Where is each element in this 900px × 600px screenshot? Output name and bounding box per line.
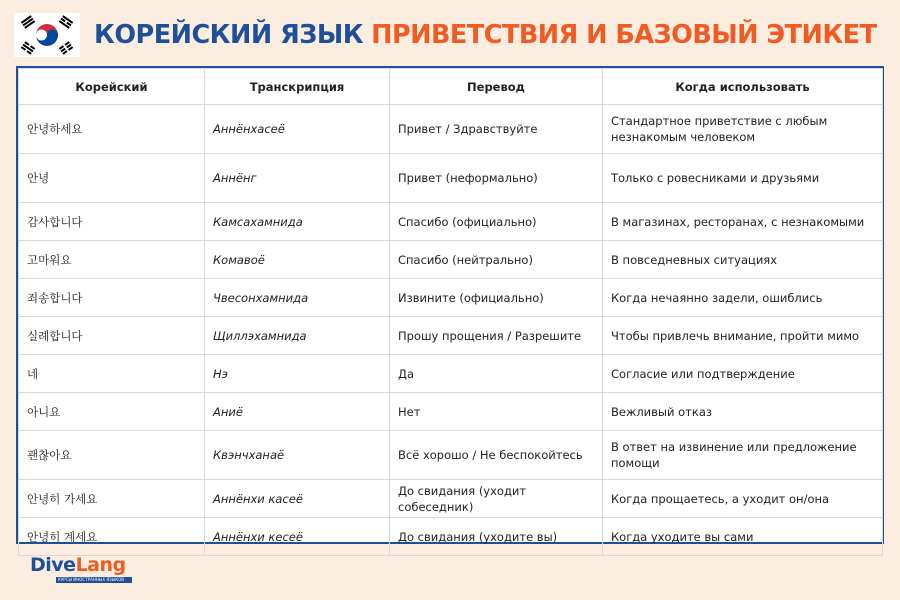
table-row — [19, 105, 883, 154]
logo-letter-d: D — [30, 554, 46, 576]
cell-translation: Извините (официально) — [390, 279, 603, 317]
cell-translation: До свидания (уходите вы) — [390, 518, 603, 556]
table-row — [19, 393, 883, 431]
table-row — [19, 431, 883, 480]
cell-transcription: Камсахамнида — [205, 203, 390, 241]
cell-translation: Спасибо (нейтрально) — [390, 241, 603, 279]
cell-korean: 안녕하세요 — [19, 105, 205, 154]
cell-korean: 아니요 — [19, 393, 205, 431]
cell-korean: 네 — [19, 355, 205, 393]
cell-transcription: Аннёнхи касеё — [205, 480, 390, 518]
cell-korean: 실례합니다 — [19, 317, 205, 355]
cell-translation: Привет (неформально) — [390, 154, 603, 203]
cell-usage: Стандартное приветствие с любым незнакомым человеком — [603, 105, 883, 154]
cell-transcription: Аннёнг — [205, 154, 390, 203]
cell-transcription: Аннёнхи кесеё — [205, 518, 390, 556]
cell-korean: 죄송합니다 — [19, 279, 205, 317]
logo-subtitle: КУРСЫ ИНОСТРАННЫХ ЯЗЫКОВ — [56, 577, 132, 583]
cell-translation: Спасибо (официально) — [390, 203, 603, 241]
cell-translation: Привет / Здравствуйте — [390, 105, 603, 154]
cell-korean: 안녕히 계세요 — [19, 518, 205, 556]
table-row — [19, 355, 883, 393]
table-header-row — [19, 69, 883, 105]
divelang-logo — [30, 554, 142, 588]
cell-transcription: Щиллэхамнида — [205, 317, 390, 355]
table-row — [19, 241, 883, 279]
cell-translation: Нет — [390, 393, 603, 431]
cell-usage: В ответ на извинение или предложение помощи — [603, 431, 883, 480]
cell-transcription: Аниё — [205, 393, 390, 431]
header — [14, 12, 886, 58]
table-row — [19, 154, 883, 203]
cell-korean: 안녕 — [19, 154, 205, 203]
page-title — [94, 20, 877, 50]
cell-transcription: Комавоё — [205, 241, 390, 279]
column-header-transcription: Транскрипция — [205, 69, 390, 105]
cell-translation: Да — [390, 355, 603, 393]
cell-usage: Согласие или подтверждение — [603, 355, 883, 393]
table-row — [19, 317, 883, 355]
title-language: КОРЕЙСКИЙ ЯЗЫК — [94, 20, 364, 50]
cell-usage: Чтобы привлечь внимание, пройти мимо — [603, 317, 883, 355]
table-row — [19, 279, 883, 317]
table-row — [19, 518, 883, 556]
cell-usage: Когда нечаянно задели, ошиблись — [603, 279, 883, 317]
cell-usage: Когда уходите вы сами — [603, 518, 883, 556]
table-row — [19, 203, 883, 241]
phrases-table — [16, 66, 884, 544]
cell-usage: В повседневных ситуациях — [603, 241, 883, 279]
cell-transcription: Аннёнхасеё — [205, 105, 390, 154]
column-header-usage: Когда использовать — [603, 69, 883, 105]
logo-wordmark — [30, 554, 142, 576]
cell-translation: До свидания (уходит собеседник) — [390, 480, 603, 518]
cell-korean: 고마워요 — [19, 241, 205, 279]
title-topic: ПРИВЕТСТВИЯ И БАЗОВЫЙ ЭТИКЕТ — [371, 20, 877, 50]
column-header-korean: Корейский — [19, 69, 205, 105]
korea-flag-icon — [14, 13, 80, 57]
cell-korean: 감사합니다 — [19, 203, 205, 241]
cell-transcription: Квэнчханаё — [205, 431, 390, 480]
table-row — [19, 480, 883, 518]
cell-usage: Вежливый отказ — [603, 393, 883, 431]
logo-text-lang: Lang — [75, 554, 126, 576]
logo-text-ive: ive — [45, 554, 76, 576]
cell-transcription: Нэ — [205, 355, 390, 393]
cell-translation: Всё хорошо / Не беспокойтесь — [390, 431, 603, 480]
cell-korean: 안녕히 가세요 — [19, 480, 205, 518]
cell-korean: 괜찮아요 — [19, 431, 205, 480]
column-header-translation: Перевод — [390, 69, 603, 105]
cell-usage: Когда прощаетесь, а уходит он/она — [603, 480, 883, 518]
cell-translation: Прошу прощения / Разрешите — [390, 317, 603, 355]
cell-usage: Только с ровесниками и друзьями — [603, 154, 883, 203]
cell-transcription: Чвесонхамнида — [205, 279, 390, 317]
cell-usage: В магазинах, ресторанах, с незнакомыми — [603, 203, 883, 241]
